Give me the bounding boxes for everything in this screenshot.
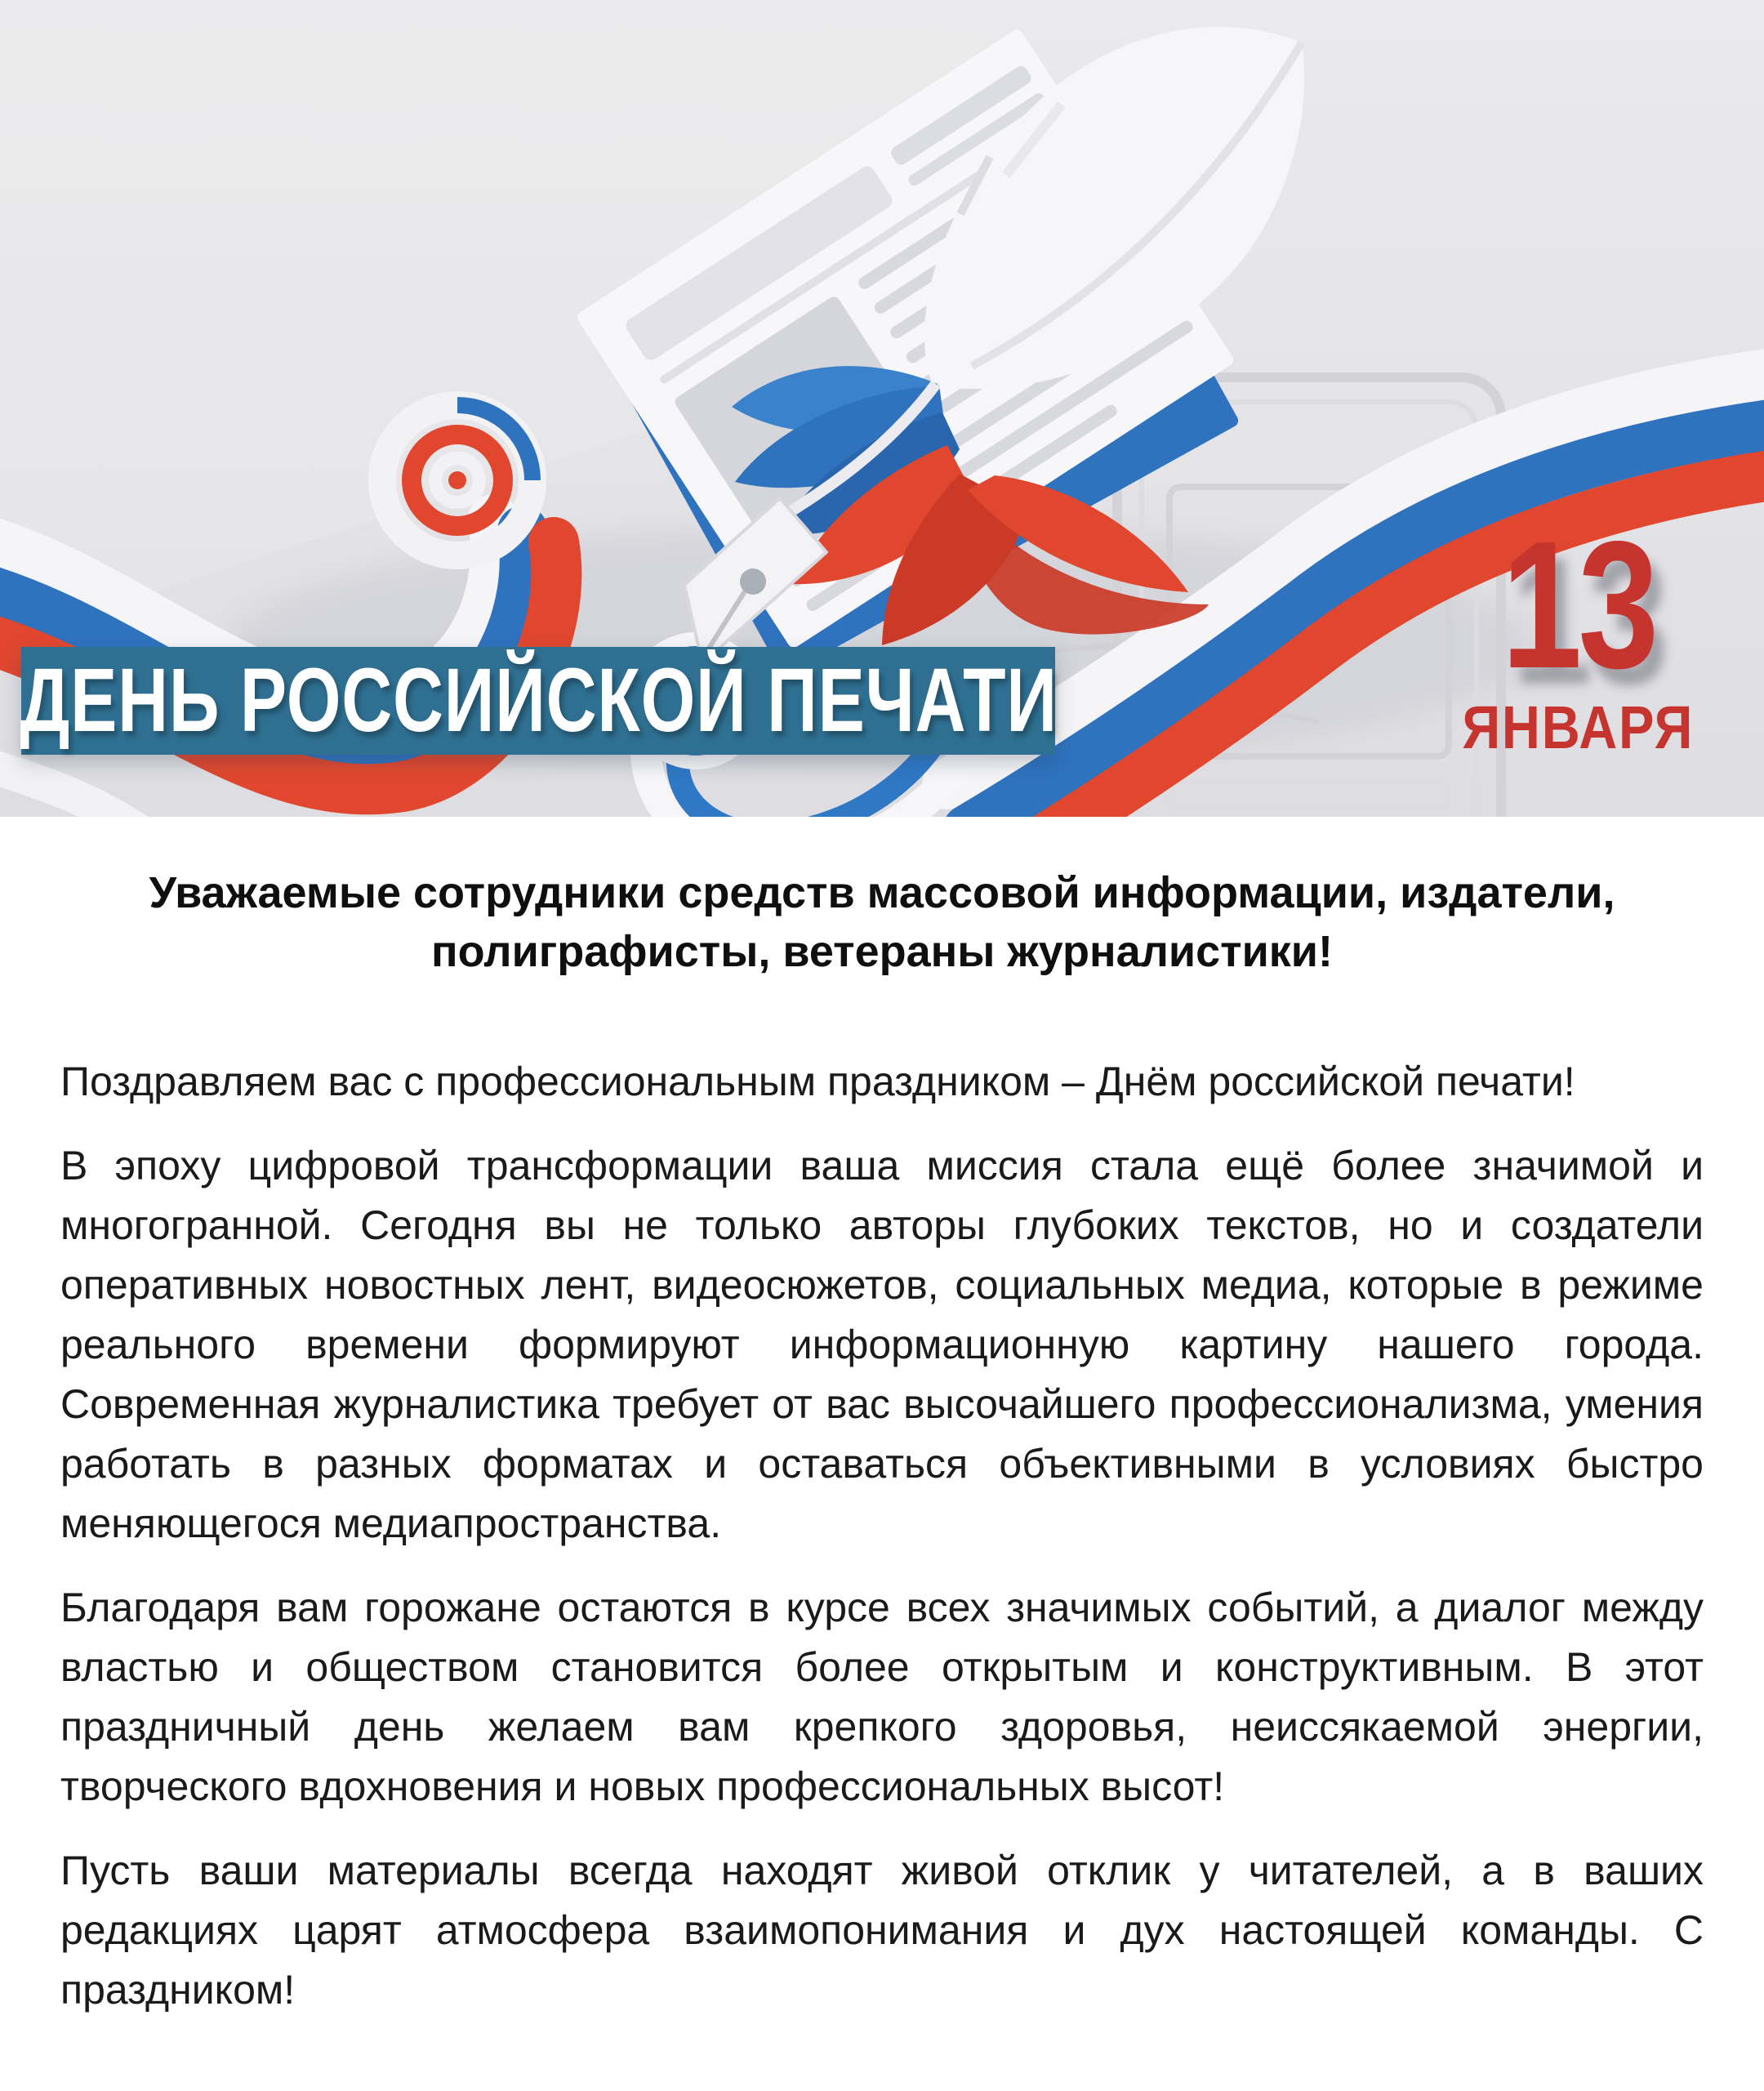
message-paragraph: Пусть ваши материалы всегда находят живой отклик у читателей, а в ваших редакциях царят атмосфера взаимопонимания и дух настоящей команды. С праздником! <box>60 1847 1704 2013</box>
paper-sliver <box>0 760 172 817</box>
hero-illustration <box>0 0 1764 817</box>
message-paragraph: Поздравляем вас с профессиональным праздником – Днём российской печати! <box>60 1058 1575 1104</box>
message-paragraph: Благодаря вам горожане остаются в курсе всех значимых событий, а диалог между властью и обществом становится более открытым и конструктивным. В этот праздничный день желаем вам крепкого здоровья, неиссякаемой энергии, творческого вдохновения и новых профессиональных высот! <box>60 1584 1704 1809</box>
message-body <box>60 1052 1704 2020</box>
ribbon-curl-icon <box>382 405 532 555</box>
greeting-message <box>0 817 1764 2091</box>
date-block <box>1423 504 1733 761</box>
date-day: 13 <box>1501 504 1655 707</box>
date-month: ЯНВАРЯ <box>1462 693 1694 761</box>
message-heading: Уважаемые сотрудники средств массовой информации, издатели, полиграфисты, ветераны журналистики! <box>149 868 1615 976</box>
message-paragraph: В эпоху цифровой трансформации ваша миссия стала ещё более значимой и многогранной. Сегодня вы не только авторы глубоких текстов, но и создатели оперативных новостных лент, видеосюжетов, социальных медиа, которые в режиме реального времени формируют информационную картину нашего города. Современная журналистика требует от вас высочайшего профессионализма, умения работать в разных форматах и оставаться объективными в условиях быстро меняющегося медиапространства. <box>60 1142 1704 1546</box>
title-banner <box>19 647 1058 755</box>
banner-title: ДЕНЬ РОССИЙСКОЙ ПЕЧАТИ <box>19 650 1058 751</box>
